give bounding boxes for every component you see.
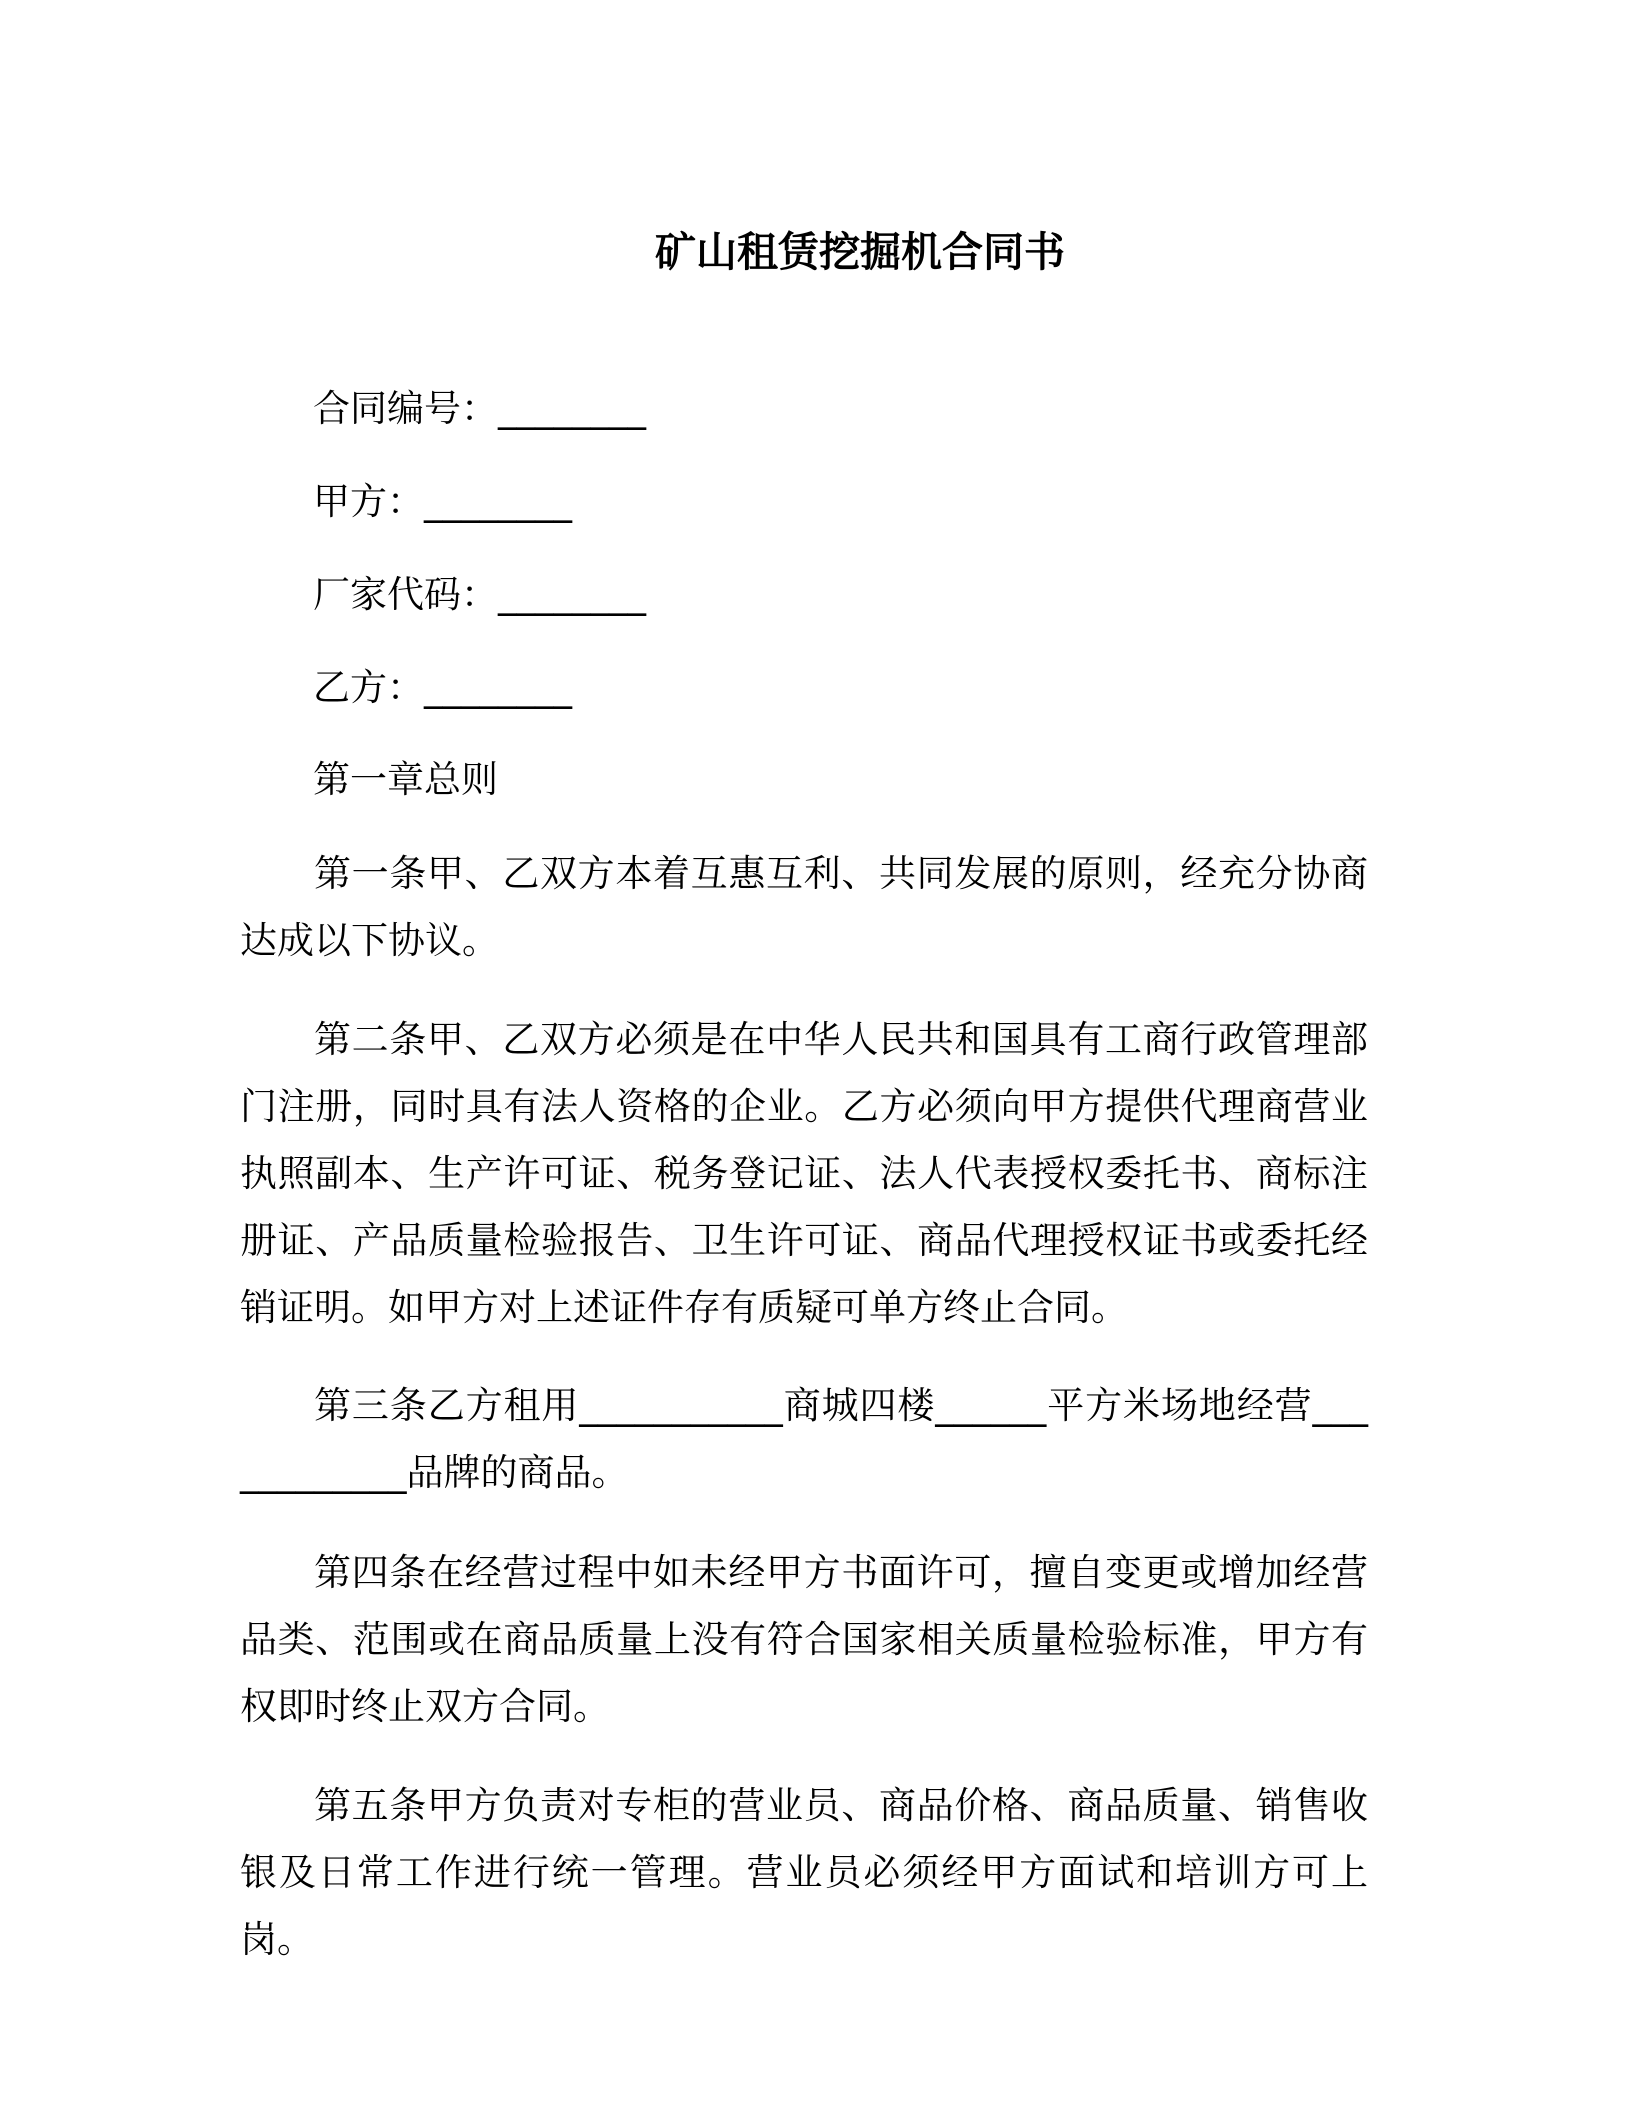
party-a-field: 甲方：________ bbox=[313, 480, 572, 523]
article-5: 第五条甲方负责对专柜的营业员、商品价格、商品质量、销售收银及日常工作进行统一管理。营业员必须经甲方面试和培训方可上岗。 bbox=[240, 1784, 1368, 1961]
article-4: 第四条在经营过程中如未经甲方书面许可，擅自变更或增加经营品类、范围或在商品质量上没有符合国家相关质量检验标准，甲方有权即时终止双方合同。 bbox=[240, 1551, 1368, 1728]
manufacturer-code-field: 厂家代码：________ bbox=[313, 573, 646, 616]
article-1: 第一条甲、乙双方本着互惠互利、共同发展的原则，经充分协商达成以下协议。 bbox=[240, 852, 1368, 962]
article-2: 第二条甲、乙双方必须是在中华人民共和国具有工商行政管理部门注册，同时具有法人资格的企业。乙方必须向甲方提供代理商营业执照副本、生产许可证、税务登记证、法人代表授权委托书、商标注册证、产品质量检验报告、卫生许可证、商品代理授权证书或委托经销证明。如甲方对上述证件存有质疑可单方终止合同。 bbox=[240, 1018, 1368, 1329]
contract-number-field: 合同编号：________ bbox=[313, 387, 646, 430]
chapter-heading: 第一章总则 bbox=[313, 758, 498, 801]
article-3: 第三条乙方租用___________商城四楼______平方米场地经营____________品牌的商品。 bbox=[240, 1384, 1368, 1494]
document-title: 矿山租赁挖掘机合同书 bbox=[655, 228, 1065, 276]
party-b-field: 乙方：________ bbox=[313, 666, 572, 709]
